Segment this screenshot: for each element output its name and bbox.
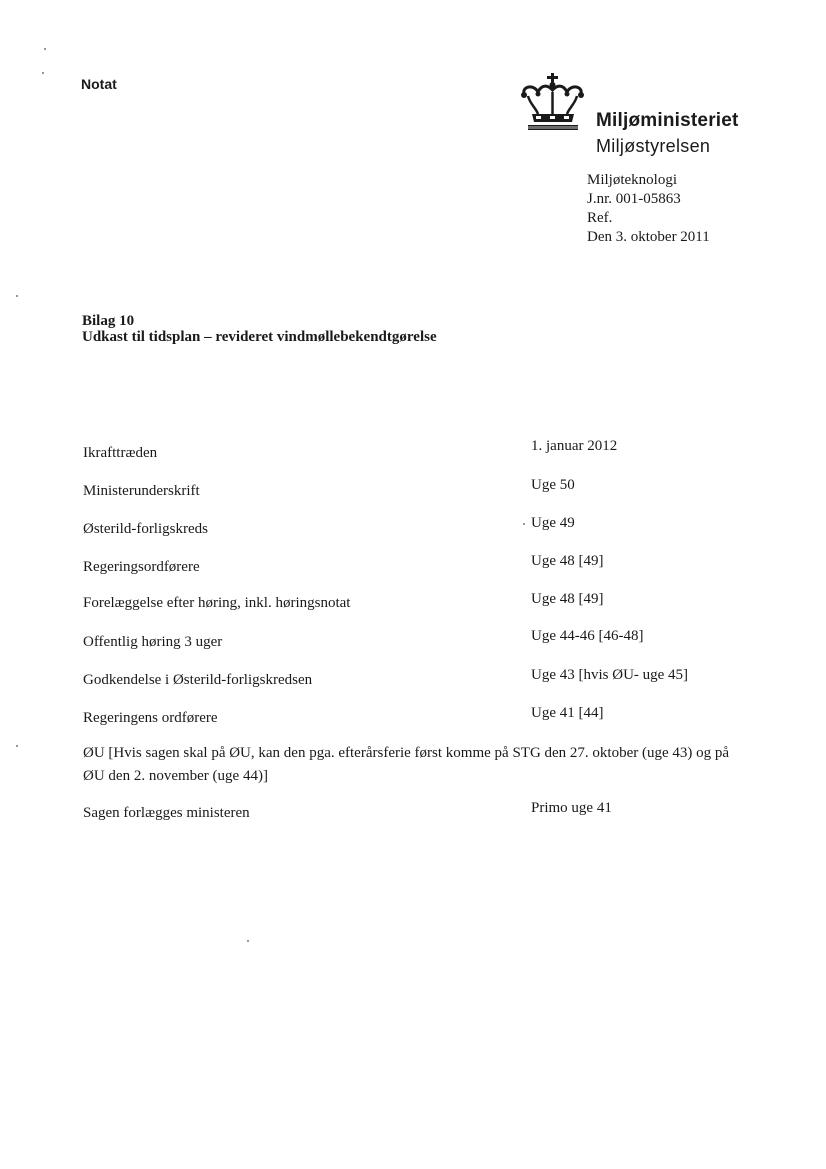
- journal-number: J.nr. 001-05863: [587, 191, 681, 207]
- reference-label: Ref.: [587, 210, 613, 226]
- ministry-name: Miljøministeriet: [596, 110, 739, 131]
- schedule-row-value: Uge 44-46 [46-48]: [531, 628, 644, 644]
- final-row-value: Primo uge 41: [531, 800, 612, 816]
- agency-name: Miljøstyrelsen: [596, 136, 711, 156]
- schedule-row-value: Uge 48 [49]: [531, 591, 604, 607]
- schedule-row-label: Regeringens ordførere: [83, 710, 218, 726]
- schedule-row-label: Østerild-forligskreds: [83, 521, 208, 537]
- schedule-row-label: Forelæggelse efter høring, inkl. høringsnotat: [83, 595, 351, 611]
- scan-speck: [42, 72, 44, 74]
- scan-speck: [247, 940, 249, 942]
- final-row-label: Sagen forlægges ministeren: [83, 805, 250, 821]
- note-paragraph: ØU [Hvis sagen skal på ØU, kan den pga. efterårsferie først komme på STG den 27. oktober (uge 43) og på ØU den 2. november (uge 44)]: [83, 745, 730, 784]
- schedule-row-value: 1. januar 2012: [531, 438, 618, 454]
- appendix-subtitle: Udkast til tidsplan – revideret vindmøllebekendtgørelse: [82, 329, 437, 345]
- schedule-row-label: Regeringsordførere: [83, 559, 200, 575]
- scan-speck: [16, 745, 18, 747]
- document-type-label: Notat: [81, 76, 117, 92]
- document-date: Den 3. oktober 2011: [587, 229, 710, 245]
- schedule-row-value: Uge 48 [49]: [531, 553, 604, 569]
- schedule-row-label: Ministerunderskrift: [83, 483, 200, 499]
- scan-speck: [16, 295, 18, 297]
- scan-speck: [44, 48, 46, 50]
- schedule-row-value: Uge 43 [hvis ØU- uge 45]: [531, 667, 689, 683]
- appendix-title: Bilag 10: [82, 313, 135, 329]
- schedule-row-value: Uge 41 [44]: [531, 705, 604, 721]
- danish-crown-logo: [518, 72, 588, 134]
- schedule-row-label: Ikrafttræden: [83, 445, 158, 461]
- department-name: Miljøteknologi: [587, 172, 677, 188]
- schedule-row-label: Offentlig høring 3 uger: [83, 634, 223, 650]
- schedule-row-value: Uge 49: [531, 515, 575, 531]
- scan-speck: [523, 523, 525, 525]
- schedule-row-label: Godkendelse i Østerild-forligskredsen: [83, 672, 313, 688]
- schedule-row-value: Uge 50: [531, 477, 575, 493]
